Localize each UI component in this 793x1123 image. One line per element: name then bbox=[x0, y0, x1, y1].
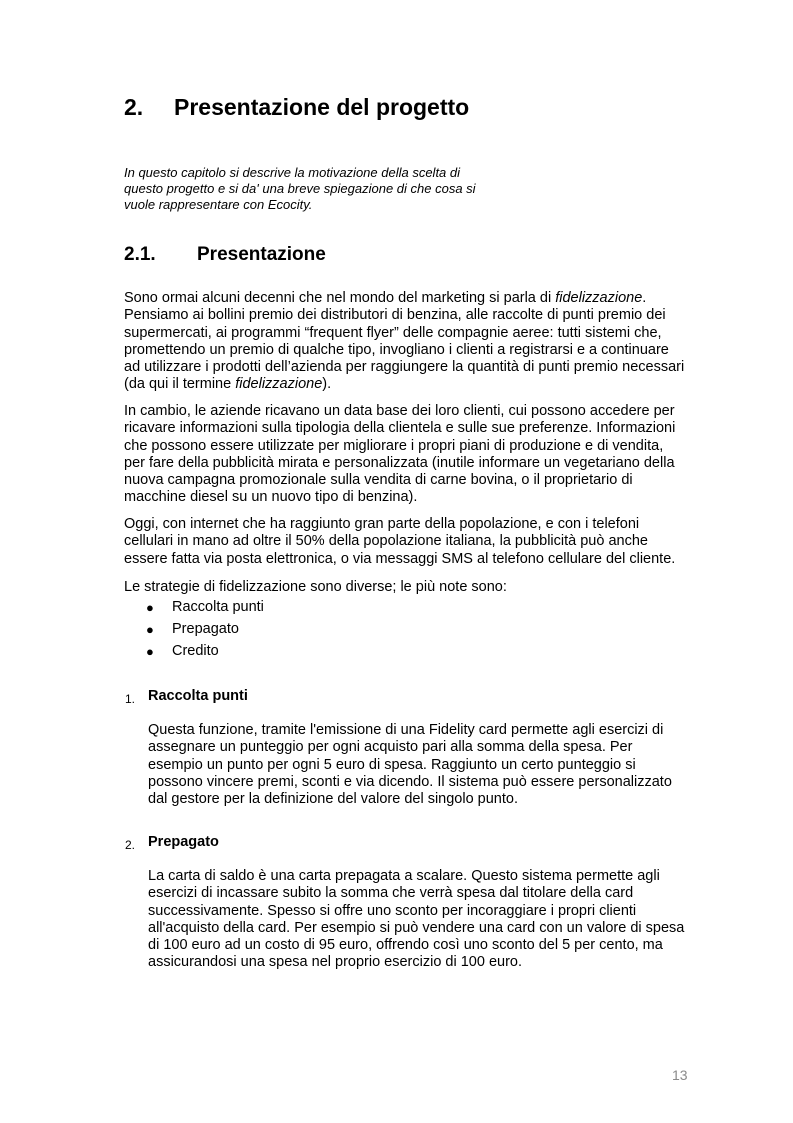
subsection-paragraph bbox=[148, 722, 672, 808]
paragraph-line: assegnare un punteggio per ogni acquisto pari alla somma della spesa. Per bbox=[148, 739, 633, 756]
paragraph-line: esempio un punto per ogni 5 euro di spesa. Raggiunto un certo punteggio si bbox=[148, 756, 636, 773]
chapter-heading bbox=[124, 94, 469, 121]
list-item-label: Prepagato bbox=[172, 621, 239, 637]
text-run: (da qui il termine bbox=[124, 376, 236, 393]
section-number: 2.1. bbox=[124, 244, 156, 265]
abstract-line: questo progetto e si da' una breve spiegazione di che cosa si bbox=[124, 181, 476, 196]
paragraph-line: In cambio, le aziende ricavano un data base dei loro clienti, cui possono accedere per bbox=[124, 403, 675, 419]
section-heading bbox=[124, 244, 326, 266]
list-item bbox=[146, 599, 264, 621]
paragraph-2 bbox=[124, 403, 675, 507]
list-item bbox=[146, 621, 264, 643]
subsection-number: 2. bbox=[125, 838, 136, 852]
page-number: 13 bbox=[672, 1067, 688, 1083]
abstract-line: In questo capitolo si descrive la motivazione della scelta di bbox=[124, 165, 461, 180]
chapter-title: Presentazione del progetto bbox=[174, 94, 470, 120]
paragraph-line: La carta di saldo è una carta prepagata a scalare. Questo sistema permette agli bbox=[148, 868, 660, 884]
list-item bbox=[146, 643, 264, 665]
subsection-number: 1. bbox=[125, 692, 136, 706]
paragraph-line: nuova campagna promozionale sulla vendita di carne bovina, o il proprietario di bbox=[124, 472, 633, 489]
paragraph-line: Pensiamo ai bollini premio dei distributori di benzina, alle raccolte di punti premio dei bbox=[124, 307, 666, 324]
chapter-abstract bbox=[124, 165, 494, 213]
paragraph-line: macchine diesel su un nuovo tipo di benzina). bbox=[124, 489, 418, 506]
paragraph-line: di 100 euro ad un costo di 95 euro, offrendo così uno sconto del 5 per cento, ma bbox=[148, 937, 663, 954]
paragraph-line: che possono essere utilizzate per migliorare i propri piani di produzione e di vendita, bbox=[124, 437, 664, 454]
text-run: ). bbox=[322, 376, 332, 393]
paragraph-line: ad utilizzare i prodotti dell’azienda per raggiungere la quantità di punti premio necessari bbox=[124, 359, 685, 376]
text-run: Sono ormai alcuni decenni che nel mondo del marketing si parla di bbox=[124, 290, 556, 306]
paragraph-line: dal gestore per la definizione del valore del singolo punto. bbox=[148, 791, 518, 808]
paragraph-1 bbox=[124, 290, 684, 394]
paragraph-line: possono vincere premi, sconti e via dicendo. Il sistema può essere personalizzato bbox=[148, 773, 672, 790]
paragraph-line: Questa funzione, tramite l'emissione di una Fidelity card permette agli esercizi di bbox=[148, 722, 664, 738]
paragraph-line: supermercati, ai programmi “frequent flyer” delle compagnie aeree: tutti sistemi che, bbox=[124, 324, 662, 341]
emphasis-text: fidelizzazione bbox=[235, 376, 323, 393]
paragraph-line: all'acquisto della card. Per esempio si può vendere una card con un valore di spesa bbox=[148, 919, 685, 936]
paragraph-4 bbox=[124, 579, 507, 596]
subsection-title: Raccolta punti bbox=[148, 688, 248, 704]
bullet-icon: ● bbox=[146, 600, 154, 615]
text-run: . bbox=[642, 290, 647, 306]
list-item-label: Credito bbox=[172, 643, 219, 659]
strategy-list bbox=[146, 599, 264, 665]
paragraph-line: successivamente. Spesso si offre uno sconto per incoraggiare i propri clienti bbox=[148, 902, 637, 919]
chapter-number: 2. bbox=[124, 94, 144, 120]
subsection-title: Prepagato bbox=[148, 834, 219, 850]
paragraph-line: cellulari in mano ad oltre il 50% della popolazione italiana, la pubblicità può anche bbox=[124, 533, 648, 550]
bullet-icon: ● bbox=[146, 622, 154, 637]
subsection-paragraph bbox=[148, 868, 684, 972]
bullet-icon: ● bbox=[146, 644, 154, 659]
paragraph-line: essere fatta via posta elettronica, o via messaggi SMS al telefono cellulare del cliente. bbox=[124, 550, 676, 567]
paragraph-line: per fare della pubblicità mirata e personalizzata (inutile informare un vegetariano della bbox=[124, 454, 675, 471]
paragraph-line: promettendo un premio di qualche tipo, invogliano i clienti a registrarsi e a continuare bbox=[124, 341, 669, 358]
paragraph-line bbox=[124, 290, 684, 307]
paragraph-line bbox=[124, 376, 684, 393]
paragraph-line: esercizi di incassare subito la somma che verrà spesa dal titolare della card bbox=[148, 885, 634, 902]
paragraph-line: Le strategie di fidelizzazione sono diverse; le più note sono: bbox=[124, 579, 507, 595]
paragraph-line: Oggi, con internet che ha raggiunto gran parte della popolazione, e con i telefoni bbox=[124, 516, 640, 532]
abstract-line: vuole rappresentare con Ecocity. bbox=[124, 197, 313, 212]
paragraph-line: ricavare informazioni sulla tipologia della clientela e sulle sue preferenze. Informazioni bbox=[124, 420, 676, 437]
emphasis-text: fidelizzazione bbox=[555, 290, 643, 306]
paragraph-3 bbox=[124, 516, 675, 568]
list-item-label: Raccolta punti bbox=[172, 599, 264, 615]
paragraph-line: assicurandosi una spesa nel proprio esercizio di 100 euro. bbox=[148, 954, 522, 971]
section-title: Presentazione bbox=[197, 244, 326, 265]
